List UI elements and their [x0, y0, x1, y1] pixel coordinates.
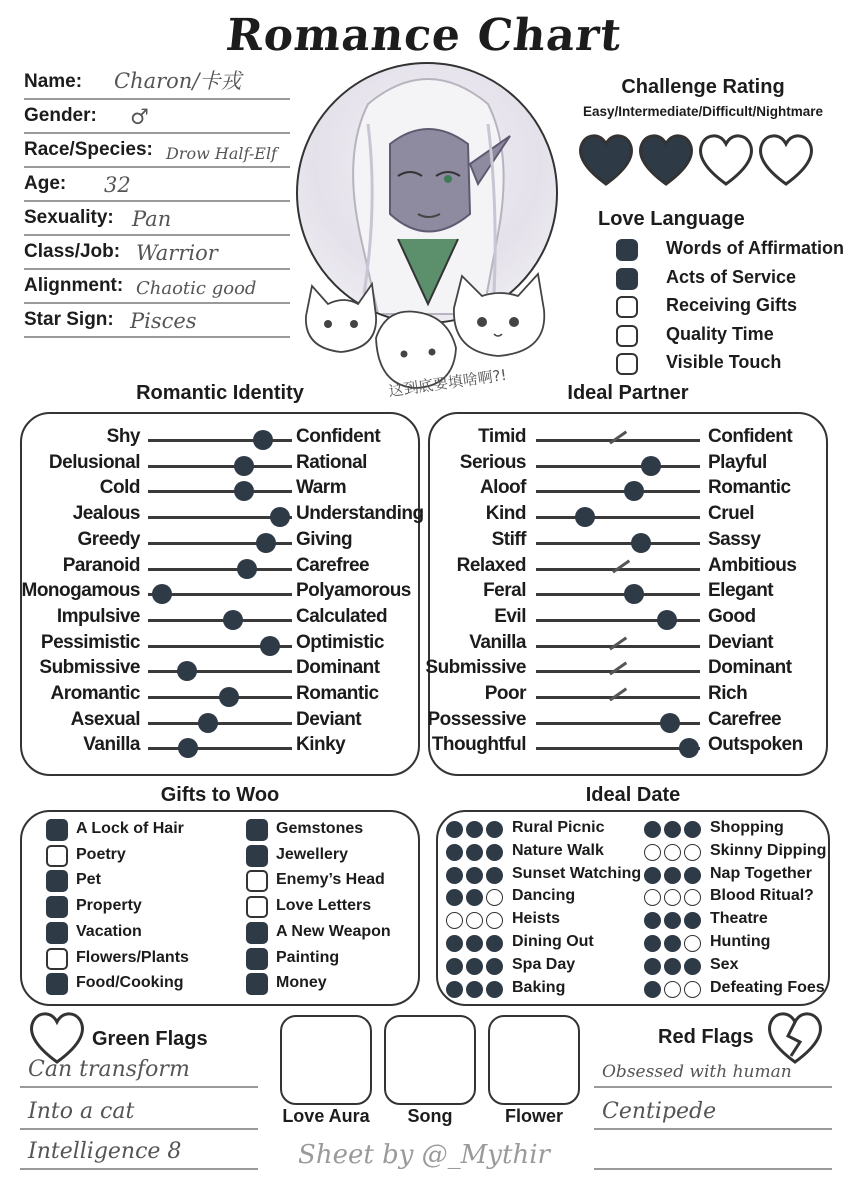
hearts-row	[575, 130, 825, 190]
slider-right-label: Warm	[296, 477, 347, 499]
slider-handle[interactable]	[679, 738, 699, 758]
slider-left-label: Paranoid	[62, 554, 140, 576]
slider-left-label: Thoughtful	[431, 734, 526, 756]
flower-box[interactable]	[488, 1015, 580, 1105]
slider-left-label: Vanilla	[83, 734, 140, 756]
checkbox[interactable]	[616, 239, 638, 261]
rating-dot[interactable]	[684, 912, 701, 929]
green-flag-line	[20, 1054, 258, 1088]
slider-right-label: Polyamorous	[296, 580, 411, 602]
red-flag-line	[594, 1054, 832, 1088]
checkbox[interactable]	[46, 896, 68, 918]
slider-right-label: Rich	[708, 683, 748, 704]
rating-dot[interactable]	[486, 867, 503, 884]
slider-row	[0, 632, 848, 658]
song-label: Song	[407, 1106, 453, 1126]
date-label: Spa Day	[512, 955, 576, 973]
checkbox[interactable]	[246, 948, 268, 970]
rating-dot[interactable]	[664, 867, 681, 884]
slider-left-wrap	[0, 426, 526, 452]
bio-label: Sexuality:	[24, 207, 114, 228]
date-note: ?	[804, 887, 814, 905]
slider-left-wrap	[0, 709, 526, 735]
checkbox[interactable]	[616, 325, 638, 347]
rating-dot[interactable]	[684, 958, 701, 975]
rating-dot[interactable]	[684, 889, 701, 906]
green-flag-line	[20, 1096, 258, 1130]
bio-value[interactable]: ♂	[130, 105, 149, 129]
heart-icon[interactable]	[701, 136, 752, 184]
bio-value[interactable]: Chaotic good	[136, 278, 257, 299]
red-flag-text[interactable]: Centipede	[602, 1099, 717, 1124]
checkbox[interactable]	[246, 845, 268, 867]
slider-row	[0, 657, 848, 683]
green-flags-title: Green Flags	[92, 1028, 208, 1050]
slider-right-label: Giving	[296, 528, 353, 550]
slider-left-wrap	[0, 452, 526, 478]
gift-item[interactable]	[246, 845, 416, 869]
rating-dot[interactable]	[466, 889, 483, 906]
rating-dot[interactable]	[446, 844, 463, 861]
rating-dot[interactable]	[684, 981, 701, 998]
checkbox[interactable]	[46, 973, 68, 995]
slider-right-label: Carefree	[296, 554, 370, 576]
rating-dot[interactable]	[486, 958, 503, 975]
green-flag-text[interactable]: Into a cat	[28, 1099, 135, 1124]
heart-icon[interactable]	[761, 136, 812, 184]
slider-left-label: Kind	[485, 503, 526, 525]
gift-label: Gemstones	[276, 820, 364, 837]
bio-row-age	[24, 168, 290, 202]
checkbox[interactable]	[46, 870, 68, 892]
date-label: Theatre	[710, 910, 768, 928]
slider-left-label: Monogamous	[21, 580, 140, 602]
heart-icon[interactable]	[641, 136, 692, 184]
slider-right-label: Ambitious	[708, 554, 797, 576]
slider-left-label: Stiff	[491, 528, 526, 550]
ideal-date-title: Ideal Date	[585, 784, 681, 806]
bio-row-race	[24, 134, 290, 168]
slider-row	[0, 477, 848, 503]
rating-dot[interactable]	[664, 844, 681, 861]
checkbox[interactable]	[616, 296, 638, 318]
red-flag-text[interactable]: Obsessed with human	[602, 1062, 792, 1082]
rating-dot[interactable]	[466, 935, 483, 952]
slider-right-label: Outspoken	[708, 734, 803, 756]
slider-left-label: Delusional	[48, 451, 140, 473]
slider-left-wrap	[0, 683, 526, 709]
checkbox[interactable]	[46, 948, 68, 970]
gift-item[interactable]	[46, 948, 216, 972]
date-label: Heists	[512, 910, 561, 928]
slider-track[interactable]	[536, 439, 700, 442]
slider-right-label: Confident	[296, 426, 381, 447]
slider-track[interactable]	[536, 747, 700, 750]
checkbox[interactable]	[46, 845, 68, 867]
checkbox[interactable]	[46, 922, 68, 944]
bio-value[interactable]: 32	[104, 173, 131, 197]
checkbox[interactable]	[246, 896, 268, 918]
slider-track[interactable]	[536, 696, 700, 699]
date-label: Defeating Foes	[710, 978, 825, 996]
gift-label: Love Letters	[276, 897, 372, 915]
checkbox[interactable]	[616, 353, 638, 375]
rating-dot[interactable]	[466, 981, 483, 998]
gift-item[interactable]	[46, 973, 216, 997]
date-item[interactable]	[644, 933, 824, 955]
rating-dot[interactable]	[644, 912, 661, 929]
rating-dot[interactable]	[644, 844, 661, 861]
rating-dot[interactable]	[684, 844, 701, 861]
red-flags-title: Red Flags	[658, 1026, 754, 1048]
rating-dot[interactable]	[446, 981, 463, 998]
slider-left-wrap	[0, 529, 526, 555]
rating-dot[interactable]	[684, 867, 701, 884]
slider-row	[0, 452, 848, 478]
date-item[interactable]	[644, 979, 824, 1001]
checkbox[interactable]	[246, 973, 268, 995]
gift-item[interactable]	[246, 896, 416, 920]
slider-left-label: Aloof	[479, 477, 526, 499]
gift-label: Money	[276, 974, 327, 992]
slider-left-label: Aromantic	[50, 683, 140, 704]
rating-dot[interactable]	[466, 844, 483, 861]
song-box[interactable]	[384, 1015, 476, 1105]
rating-dot[interactable]	[486, 912, 503, 929]
slider-right-label: Rational	[296, 451, 367, 473]
rating-dot[interactable]	[644, 935, 661, 952]
slider-row	[0, 734, 848, 760]
slider-left-label: Feral	[483, 580, 526, 602]
slider-handle[interactable]	[657, 610, 677, 630]
date-label: Hunting	[710, 933, 771, 950]
checkbox[interactable]	[616, 268, 638, 290]
checkbox[interactable]	[246, 819, 268, 841]
date-item[interactable]	[644, 910, 824, 932]
slider-row	[0, 709, 848, 735]
date-label: Sex	[710, 955, 739, 973]
bio-label: Star Sign:	[24, 309, 114, 330]
slider-left-wrap	[0, 632, 526, 658]
gift-label: Vacation	[76, 922, 142, 940]
rating-dot[interactable]	[446, 912, 463, 929]
slider-handle[interactable]	[641, 456, 661, 476]
bio-row-gender	[24, 100, 290, 134]
slider-track[interactable]	[536, 670, 700, 673]
romantic-identity-title: Romantic Identity	[136, 382, 304, 404]
rating-dot[interactable]	[644, 867, 661, 884]
bio-row-name	[24, 66, 290, 100]
bio-label: Name:	[24, 71, 83, 92]
slider-right-label: Playful	[708, 451, 767, 473]
slider-left-label: Possessive	[427, 708, 526, 730]
date-label: Shopping	[710, 819, 784, 836]
slider-left-wrap	[0, 477, 526, 503]
flower-label: Flower	[504, 1106, 563, 1126]
slider-left-label: Poor	[484, 683, 526, 704]
heart-icon[interactable]	[581, 136, 632, 184]
bio-value[interactable]: Charon/卡戎	[114, 69, 242, 93]
gifts-title: Gifts to Woo	[160, 784, 280, 806]
slider-left-label: Asexual	[70, 708, 140, 730]
slider-right-label: Confident	[708, 426, 793, 447]
date-item[interactable]	[446, 910, 626, 932]
rating-dot[interactable]	[664, 981, 681, 998]
rating-dot[interactable]	[664, 958, 681, 975]
green-flag-text[interactable]: Can transform	[28, 1057, 190, 1082]
date-item[interactable]	[446, 979, 626, 1001]
challenge-rating-subtitle: Easy/Intermediate/Difficult/Nightmare	[582, 104, 824, 119]
challenge-rating-title: Challenge Rating	[621, 76, 785, 98]
love-language-title: Love Language	[598, 208, 745, 230]
slider-right-label: Kinky	[296, 734, 346, 756]
slider-handle[interactable]	[624, 481, 644, 501]
bio-row-star-sign	[24, 304, 290, 338]
date-label: Rural Picnic	[512, 819, 605, 836]
slider-left-wrap	[0, 580, 526, 606]
slider-left-label: Timid	[478, 426, 526, 447]
date-item[interactable]	[644, 865, 824, 887]
rating-dot[interactable]	[446, 935, 463, 952]
slider-right-label: Elegant	[708, 580, 774, 602]
gift-label: Poetry	[76, 845, 126, 863]
bio-value[interactable]: Pan	[132, 207, 172, 231]
slider-left-label: Shy	[106, 426, 140, 447]
slider-right-label: Calculated	[296, 605, 388, 627]
slider-right-label: Romantic	[708, 477, 791, 499]
date-item[interactable]	[446, 933, 626, 955]
gift-item[interactable]	[46, 845, 216, 869]
slider-left-wrap	[0, 555, 526, 581]
gift-item[interactable]	[246, 922, 416, 946]
slider-left-label: Submissive	[425, 657, 526, 679]
date-item[interactable]	[644, 819, 824, 841]
slider-track[interactable]	[536, 645, 700, 648]
slider-handle[interactable]	[660, 713, 680, 733]
slider-row	[0, 606, 848, 632]
date-item[interactable]	[446, 864, 642, 887]
slider-right-label: Deviant	[296, 708, 362, 730]
slider-left-label: Cold	[99, 477, 140, 499]
date-label: Dancing	[512, 887, 576, 905]
slider-row	[0, 580, 848, 606]
gift-label: Painting	[276, 948, 340, 966]
date-label: Sunset Watching	[512, 864, 642, 882]
rating-dot[interactable]	[664, 935, 681, 952]
slider-left-label: Serious	[459, 451, 526, 473]
slider-left-wrap	[0, 503, 526, 529]
bio-label: Alignment:	[24, 275, 124, 296]
slider-right-label: Dominant	[708, 657, 792, 679]
date-label: Blood Ritual	[710, 887, 805, 905]
gift-item[interactable]	[46, 896, 216, 920]
bio-value[interactable]: Warrior	[136, 241, 218, 265]
gift-item[interactable]	[246, 819, 416, 843]
date-label: Nap Together	[710, 864, 812, 882]
rating-dot[interactable]	[446, 889, 463, 906]
date-item[interactable]	[446, 842, 626, 864]
gift-label: A New Weapon	[276, 922, 391, 940]
date-item[interactable]	[644, 956, 824, 978]
slider-track[interactable]	[536, 465, 700, 468]
green-flag-text[interactable]: Intelligence 8	[28, 1139, 182, 1164]
gift-label: Food/Cooking	[76, 974, 184, 992]
slider-right-label: Understanding	[296, 503, 424, 525]
bio-value[interactable]: Drow Half-Elf	[166, 144, 277, 163]
bio-label: Age:	[24, 173, 67, 194]
rating-dot[interactable]	[644, 981, 661, 998]
rating-dot[interactable]	[486, 981, 503, 998]
bio-label: Gender:	[24, 105, 97, 126]
rating-dot[interactable]	[664, 912, 681, 929]
slider-left-label: Greedy	[77, 528, 140, 550]
slider-row	[0, 683, 848, 709]
handwritten-note: 这到底要填啥啊?!	[387, 365, 508, 401]
slider-right-label: Sassy	[708, 528, 761, 550]
slider-track[interactable]	[536, 490, 700, 493]
love-aura-box[interactable]	[280, 1015, 372, 1105]
slider-right-label: Carefree	[708, 708, 782, 730]
bio-row-alignment	[24, 270, 290, 304]
slider-left-label: Evil	[494, 605, 526, 627]
slider-row	[0, 555, 848, 581]
rating-dot[interactable]	[644, 958, 661, 975]
gift-item[interactable]	[46, 922, 216, 946]
slider-left-wrap	[0, 734, 526, 760]
slider-left-label: Impulsive	[56, 605, 140, 627]
date-label: Skinny Dipping	[710, 841, 827, 859]
gift-label: Jewellery	[276, 845, 349, 863]
bio-label: Class/Job:	[24, 241, 121, 262]
slider-right-label: Optimistic	[296, 631, 384, 653]
gift-item[interactable]	[46, 819, 216, 843]
ideal-partner-title: Ideal Partner	[567, 382, 689, 404]
rating-dot[interactable]	[644, 821, 661, 838]
love-language-label: Words of Affirmation	[666, 238, 844, 258]
checkbox[interactable]	[246, 922, 268, 944]
slider-left-label: Submissive	[39, 657, 140, 679]
slider-right-label: Romantic	[296, 683, 379, 704]
date-item[interactable]	[644, 841, 827, 864]
gift-item[interactable]	[246, 948, 416, 972]
gift-item[interactable]	[246, 973, 416, 997]
slider-left-wrap	[0, 606, 526, 632]
date-item[interactable]	[446, 956, 626, 978]
date-label: Nature Walk	[512, 841, 604, 859]
rating-dot[interactable]	[466, 821, 483, 838]
rating-dot[interactable]	[466, 958, 483, 975]
rating-dot[interactable]	[466, 867, 483, 884]
slider-row	[0, 503, 848, 529]
date-item[interactable]	[446, 887, 626, 909]
checkbox[interactable]	[246, 870, 268, 892]
slider-handle[interactable]	[631, 533, 651, 553]
slider-track[interactable]	[536, 516, 700, 519]
gift-label: Pet	[76, 871, 101, 889]
rating-dot[interactable]	[644, 889, 661, 906]
slider-row	[0, 426, 848, 452]
rating-dot[interactable]	[446, 821, 463, 838]
date-label: Baking	[512, 978, 566, 996]
gift-label: Property	[76, 897, 142, 915]
love-language-label: Receiving Gifts	[666, 295, 798, 315]
slider-right-label: Deviant	[708, 631, 774, 653]
rating-dot[interactable]	[486, 844, 503, 861]
slider-track[interactable]	[536, 542, 700, 545]
rating-dot[interactable]	[486, 935, 503, 952]
date-item[interactable]	[644, 887, 824, 909]
rating-dot[interactable]	[486, 889, 503, 906]
sheet-credit: Sheet by @_Mythir	[298, 1140, 550, 1170]
rating-dot[interactable]	[446, 958, 463, 975]
gift-label: Enemy’s Head	[276, 871, 385, 889]
slider-track[interactable]	[536, 593, 700, 596]
red-flag-line	[594, 1096, 832, 1130]
rating-dot[interactable]	[684, 935, 701, 952]
slider-right-label: Dominant	[296, 657, 380, 679]
rating-dot[interactable]	[466, 912, 483, 929]
bio-row-class	[24, 236, 290, 270]
gift-item[interactable]	[46, 870, 216, 894]
slider-left-wrap	[0, 657, 526, 683]
bio-row-sexuality	[24, 202, 290, 236]
gift-label: Flowers/Plants	[76, 948, 189, 966]
gift-label: A Lock of Hair	[76, 820, 184, 837]
date-label: Dining Out	[512, 933, 594, 950]
challenge-rating-hearts	[575, 130, 825, 190]
bio-value[interactable]: Pisces	[130, 309, 197, 333]
slider-row	[0, 529, 848, 555]
love-aura-label: Love Aura	[282, 1106, 370, 1126]
slider-handle[interactable]	[624, 584, 644, 604]
rating-dot[interactable]	[446, 867, 463, 884]
rating-dot[interactable]	[684, 821, 701, 838]
slider-handle[interactable]	[575, 507, 595, 527]
rating-dot[interactable]	[664, 889, 681, 906]
slider-right-label: Good	[708, 605, 756, 627]
slider-right-label: Cruel	[708, 503, 755, 525]
slider-left-label: Vanilla	[469, 631, 526, 653]
love-language-label: Acts of Service	[666, 267, 797, 287]
love-language-label: Quality Time	[666, 324, 774, 344]
date-item[interactable]	[446, 819, 626, 841]
checkbox[interactable]	[46, 819, 68, 841]
bio-label: Race/Species:	[24, 139, 153, 160]
gift-item[interactable]	[246, 870, 416, 894]
slider-left-label: Pessimistic	[40, 631, 140, 653]
rating-dot[interactable]	[486, 821, 503, 838]
slider-left-label: Relaxed	[456, 554, 526, 576]
page-title: Romance Chart	[223, 10, 625, 61]
love-language-label: Visible Touch	[666, 352, 782, 372]
slider-left-label: Jealous	[72, 503, 140, 525]
rating-dot[interactable]	[664, 821, 681, 838]
